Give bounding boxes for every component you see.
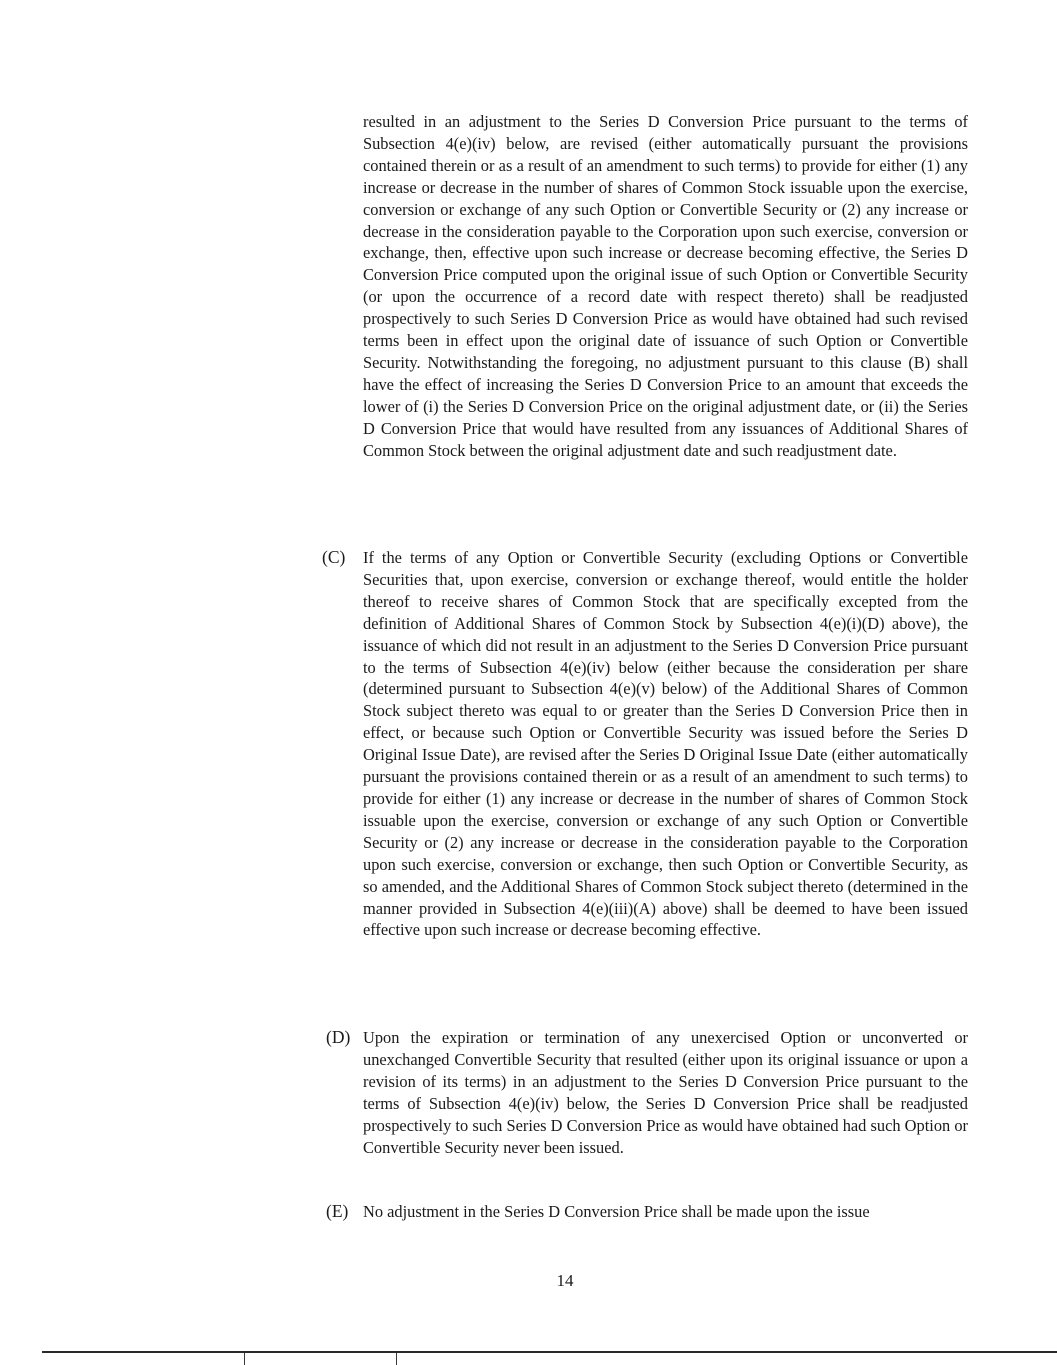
clause-marker-c: (C) — [322, 547, 346, 567]
paragraph-continuation: resulted in an adjustment to the Series D Conversion Price pursuant to the terms of Subsection 4(e)(iv) below, are revised (either automatically pursuant the provisions contained therein or as a result of an amendment to such terms) to provide for either (1) any increase or decrease in the number of shares of Common Stock issuable upon the exercise, conversion or exchange of any such Option or Convertible Security or (2) any increase or decrease in the consideration payable to the Corporation upon such exercise, conversion or exchange, then, effective upon such increase or decrease becoming effective, the Series D Conversion Price computed upon the original issue of such Option or Convertible Security (or upon the occurrence of a record date with respect thereto) shall be readjusted prospectively to such Series D Conversion Price as would have obtained had such revised terms been in effect upon the original date of issuance of such Option or Convertible Security. Notwithstanding the foregoing, no adjustment pursuant to this clause (B) shall have the effect of increasing the Series D Conversion Price to an amount that exceeds the lower of (i) the Series D Conversion Price on the original adjustment date, or (ii) the Series D Conversion Price that would have resulted from any issuances of Additional Shares of Common Stock between the original adjustment date and such readjustment date. — [363, 112, 968, 460]
scan-edge-tick — [244, 1353, 245, 1365]
scan-edge-tick — [396, 1353, 397, 1365]
paragraph-clause-c: If the terms of any Option or Convertible Security (excluding Options or Convertible Securities that, upon exercise, conversion or exchange thereof, would entitle the holder thereof to receive shares of Common Stock that are specifically excepted from the definition of Additional Shares of Common Stock by Subsection 4(e)(i)(D) above), the issuance of which did not result in an adjustment to the Series D Conversion Price pursuant to the terms of Subsection 4(e)(iv) below (either because the consideration per share (determined pursuant to Subsection 4(e)(v) below) of the Additional Shares of Common Stock subject thereto was equal to or greater than the Series D Conversion Price then in effect, or because such Option or Convertible Security was issued before the Series D Original Issue Date), are revised after the Series D Original Issue Date (either automatically pursuant the provisions contained therein or as a result of an amendment to such terms) to provide for either (1) any increase or decrease in the number of shares of Common Stock issuable upon the exercise, conversion or exchange of any such Option or Convertible Security or (2) any increase or decrease in the consideration payable to the Corporation upon such exercise, conversion or exchange, then such Option or Convertible Security, as so amended, and the Additional Shares of Common Stock subject thereto (determined in the manner provided in Subsection 4(e)(iii)(A) above) shall be deemed to have been issued effective upon such increase or decrease becoming effective. — [363, 548, 968, 940]
page-number: 14 — [556, 1271, 574, 1290]
clause-marker-e: (E) — [326, 1201, 349, 1221]
scan-edge-line — [42, 1351, 1057, 1353]
paragraph-clause-d: Upon the expiration or termination of any unexercised Option or unconverted or unexchanged Convertible Security that resulted (either upon its original issuance or upon a revision of its terms) in an adjustment to the Series D Conversion Price pursuant to the terms of Subsection 4(e)(iv) below, the Series D Conversion Price shall be readjusted prospectively to such Series D Conversion Price as would have obtained had such Option or Convertible Security never been issued. — [363, 1028, 968, 1157]
paragraph-clause-e: No adjustment in the Series D Conversion Price shall be made upon the issue — [363, 1202, 870, 1221]
clause-marker-d: (D) — [326, 1027, 351, 1047]
